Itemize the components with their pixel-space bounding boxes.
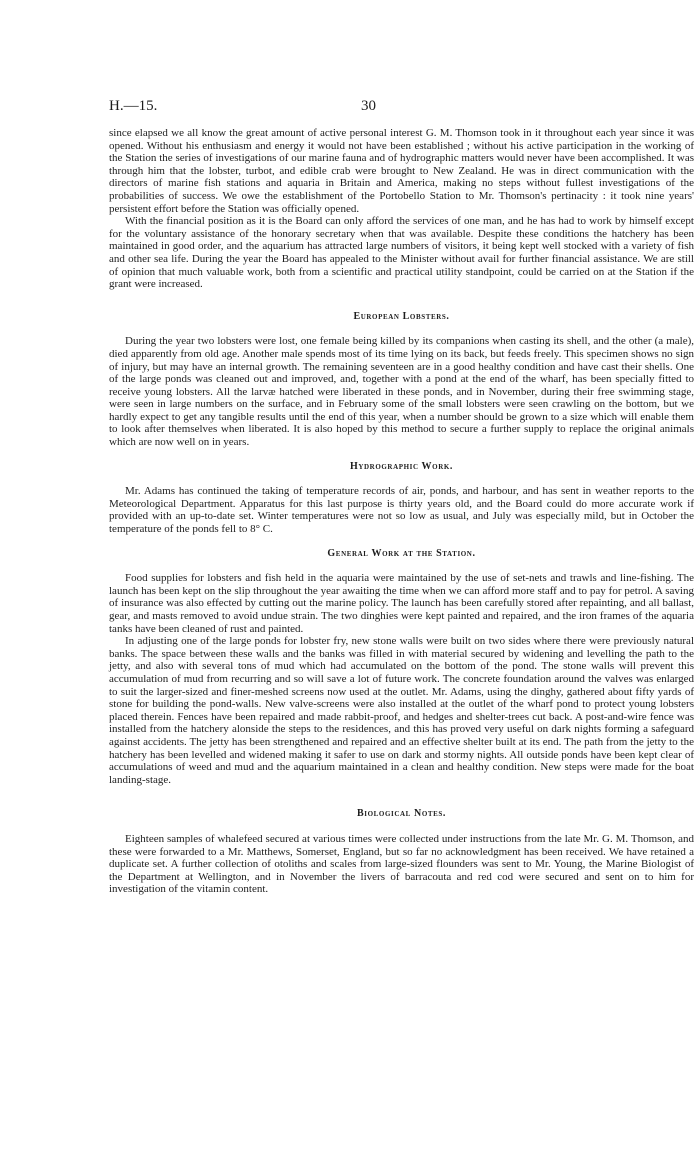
intro-paragraph-2: With the financial position as it is the Board can only afford the services of one man, and he has had to work by himself except for the voluntary assistance of the honorary secretary when that was available. Despite these conditions the hatchery has been maintained in good order, and the aquarium has attracted large numbers of visitors, it being kept well stocked with a variety of fish and other sea life. During the year the Board has appealed to the Minister without avail for further financial assistance. We are still of opinion that much valuable work, both from a scientific and practical utility standpoint, could be carried on at the Station if the grant were increased.: [109, 215, 694, 291]
section-heading-biological-notes: Biological Notes.: [357, 808, 446, 820]
general-work-paragraph-1: Food supplies for lobsters and fish held in the aquaria were maintained by the use of set-nets and trawls and line-fishing. The launch has been kept on the slip throughout the year awaiting the time when we can afford more staff and to pay for petrol. A saving of insurance was also effected by cutting out the marine policy. The launch has been carefully stored after repainting, and all ballast, gear, and masts removed to avoid undue strain. The two dinghies were kept painted and repaired, and the iron frames of the aquaria tanks have been cleaned of rust and painted.: [109, 572, 694, 635]
section-heading-general-work: General Work at the Station.: [327, 547, 476, 559]
european-lobsters-paragraph: During the year two lobsters were lost, one female being killed by its companions when casting its shell, and the other (a male), died apparently from old age. Another male spends most of its time lying on its back, but feeds freely. This specimen shows no sign of injury, but may have an internal growth. The remaining seventeen are in a good healthy condition and have cast their shells. One of the large ponds was cleaned out and improved, and, together with a pond at the end of the wharf, has been specially fitted to receive young lobsters. All the larvæ hatched were liberated in these ponds, and in November, during their free swimming stage, were seen in large numbers on the surface, and in February some of the small lobsters were seen crawling on the bottom, but we hardly expect to get any tangible results until the end of this year, when a number should be grown to a size which will enable them to look after themselves when liberated. It is also hoped by this method to secure a further supply to replace the original animals which are now well on in years.: [109, 335, 694, 449]
biological-notes-paragraph: Eighteen samples of whalefeed secured at various times were collected under instructions from the late Mr. G. M. Thomson, and these were forwarded to a Mr. Matthews, Somerset, England, but so far no acknowledgment has been received. We have retained a duplicate set. A further collection of otoliths and scales from large-sized flounders was sent to Mr. Young, the Marine Biologist of the Department at Wellington, and in November the livers of barracouta and red cod were secured and sent on to him for investigation of the vitamin content.: [109, 832, 694, 896]
intro-paragraph-1: since elapsed we all know the great amount of active personal interest G. M. Thomson took in it throughout each year since it was opened. Without his enthusiasm and energy it would not have been established ; without his active participation in the working of the Station the series of investigations of our marine fauna and of hydrographic matters would never have been accomplished. It was through him that the lobster, turbot, and edible crab were brought to New Zealand. He was in direct communication with the directors of marine fish stations and aquaria in Britain and America, making no steps without fullest investigations of the probabilities of success. We owe the establishment of the Portobello Station to Mr. Thomson's pertinacity : it took nine years' persistent effort before the Station was officially opened.: [109, 127, 694, 215]
page-number: 30: [361, 98, 376, 114]
section-heading-european-lobsters: European Lobsters.: [353, 310, 450, 322]
general-work-paragraph-2: In adjusting one of the large ponds for lobster fry, new stone walls were built on two sides where there were previously natural banks. The space between these walls and the banks was filled in with material secured by widening and levelling the path to the jetty, and also with several tons of mud which had accumulated on the bottom of the pond. The stone walls will prevent this accumulation of mud from recurring and so will save a lot of future work. The concrete foundation around the valves was enlarged to suit the larger-sized and finer-meshed screens now used at the outlet. Mr. Adams, using the dinghy, gathered about fifty yards of stone for building the pond-walls. New valve-screens were also installed at the outlet of the wharf pond to protect young lobsters placed therein. Fences have been repaired and made rabbit-proof, and hedges and shelter-trees cut back. A post-and-wire fence was installed from the hatchery alonside the steps to the residences, and this has proved very useful on dark nights forming a safeguard against accidents. The jetty has been strengthened and repaired and an effective shelter built at its end. The path from the jetty to the hatchery has been levelled and widened making it safer to use on dark and stormy nights. All outside ponds have been kept clear of accumulations of weed and mud and the aquarium maintained in a clean and healthy condition. New steps were made for the boat landing-stage.: [109, 635, 694, 786]
page-body: [109, 127, 694, 896]
document-reference: H.—15.: [109, 98, 158, 114]
page-header: [109, 98, 595, 118]
section-heading-hydrographic-work: Hydrographic Work.: [349, 460, 453, 472]
hydrographic-paragraph: Mr. Adams has continued the taking of temperature records of air, ponds, and harbour, and has sent in weather reports to the Meteorological Department. Apparatus for this last purpose is thirty years old, and the Board could do more accurate work if provided with an up-to-date set. Winter temperatures were not so low as usual, and July was especially mild, but in October the temperature of the ponds fell to 8° C.: [109, 485, 694, 536]
